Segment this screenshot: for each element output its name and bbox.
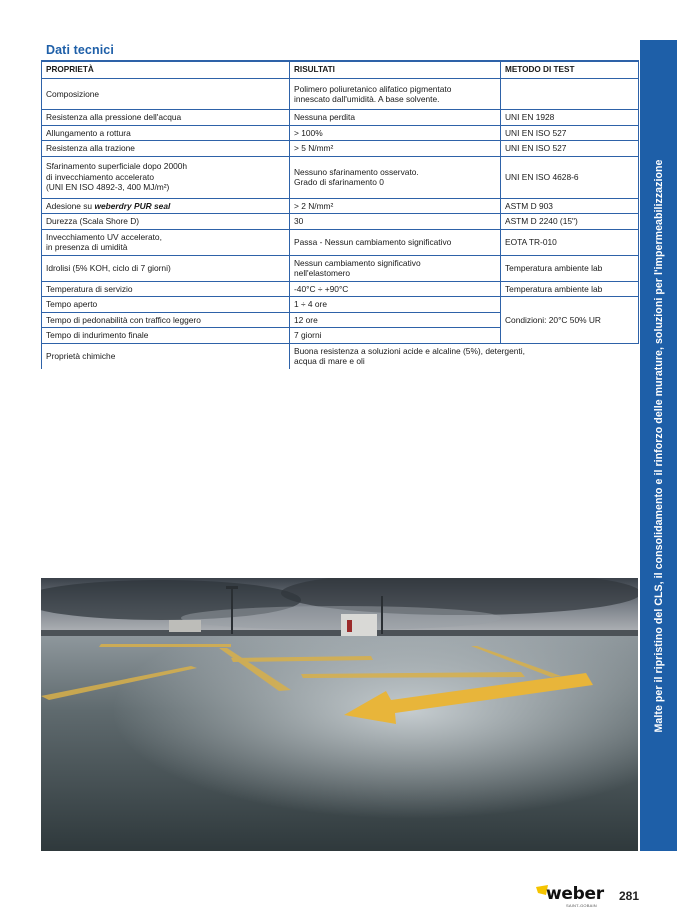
cell-method: UNI EN ISO 4628-6 [501,156,639,198]
section-title: Dati tecnici [46,43,114,57]
table-row [42,156,639,198]
cell-method: EOTA TR-010 [501,229,639,255]
cell-method: Temperatura ambiente lab [501,255,639,281]
cell-property [42,198,290,214]
section-sidebar [640,40,677,851]
cell-result: Polimero poliuretanico alifatico pigmentato innescato dall'umidità. A base solvente. [290,79,501,110]
table-row [42,255,639,281]
cell-result: 30 [290,214,501,230]
cell-property: Allungamento a rottura [42,125,290,141]
table-row [42,297,639,313]
cell-method: Temperatura ambiente lab [501,281,639,297]
cell-method: UNI EN 1928 [501,110,639,126]
table-row [42,141,639,157]
page-number: 281 [619,889,640,903]
weber-logo [536,885,608,909]
cell-result: > 2 N/mm² [290,198,501,214]
logo-subtext: SAINT-GOBAIN [566,903,597,908]
cell-method-merged: Condizioni: 20°C 50% UR [501,297,639,344]
sidebar-text: Malte per il ripristino del CLS, il consolidamento e il rinforzo delle murature, soluzioni per l'impermeabilizzazione [652,159,665,732]
table-row [42,79,639,110]
table-row [42,281,639,297]
cell-property: Proprietà chimiche [42,343,290,369]
logo-wordmark: weber [546,884,604,904]
cell-property: Durezza (Scala Shore D) [42,214,290,230]
cell-method: UNI EN ISO 527 [501,125,639,141]
cell-result: Nessuna perdita [290,110,501,126]
cell-result: > 5 N/mm² [290,141,501,157]
cell-property: Tempo di indurimento finale [42,328,290,344]
table-row [42,229,639,255]
table-header-row [42,61,639,79]
cell-result: 7 giorni [290,328,501,344]
table-row [42,343,639,369]
photo-illustration [41,578,638,851]
cell-result: Nessuno sfarinamento osservato. Grado di sfarinamento 0 [290,156,501,198]
cell-property: Resistenza alla pressione dell'acqua [42,110,290,126]
product-name: weberdry PUR seal [94,200,171,211]
cell-result: Buona resistenza a soluzioni acide e alcaline (5%), detergenti, acqua di mare e oli [290,343,639,369]
cell-result: 12 ore [290,312,501,328]
cell-method: ASTM D 903 [501,198,639,214]
table-row [42,198,639,214]
header-property: PROPRIETÀ [42,61,290,79]
table-row [42,214,639,230]
cell-result: -40°C ÷ +90°C [290,281,501,297]
header-result: RISULTATI [290,61,501,79]
cell-result: > 100% [290,125,501,141]
cell-property: Composizione [42,79,290,110]
property-prefix: Adesione su [46,200,95,211]
technical-data-table [41,60,639,369]
cell-method: ASTM D 2240 (15") [501,214,639,230]
parking-deck-photo [41,578,638,851]
cell-method: UNI EN ISO 527 [501,141,639,157]
table-row [42,110,639,126]
cell-property: Temperatura di servizio [42,281,290,297]
cell-property: Sfarinamento superficiale dopo 2000h di invecchiamento accelerato (UNI EN ISO 4892-3, 400 MJ/m²) [42,156,290,198]
cell-method [501,79,639,110]
header-method: METODO DI TEST [501,61,639,79]
cell-property: Tempo di pedonabilità con traffico leggero [42,312,290,328]
cell-property: Idrolisi (5% KOH, ciclo di 7 giorni) [42,255,290,281]
cell-property: Invecchiamento UV accelerato, in presenza di umidità [42,229,290,255]
cell-result: Nessun cambiamento significativo nell'elastomero [290,255,501,281]
cell-result: Passa - Nessun cambiamento significativo [290,229,501,255]
table-row [42,125,639,141]
cell-result: 1 ÷ 4 ore [290,297,501,313]
cell-property: Tempo aperto [42,297,290,313]
cell-property: Resistenza alla trazione [42,141,290,157]
